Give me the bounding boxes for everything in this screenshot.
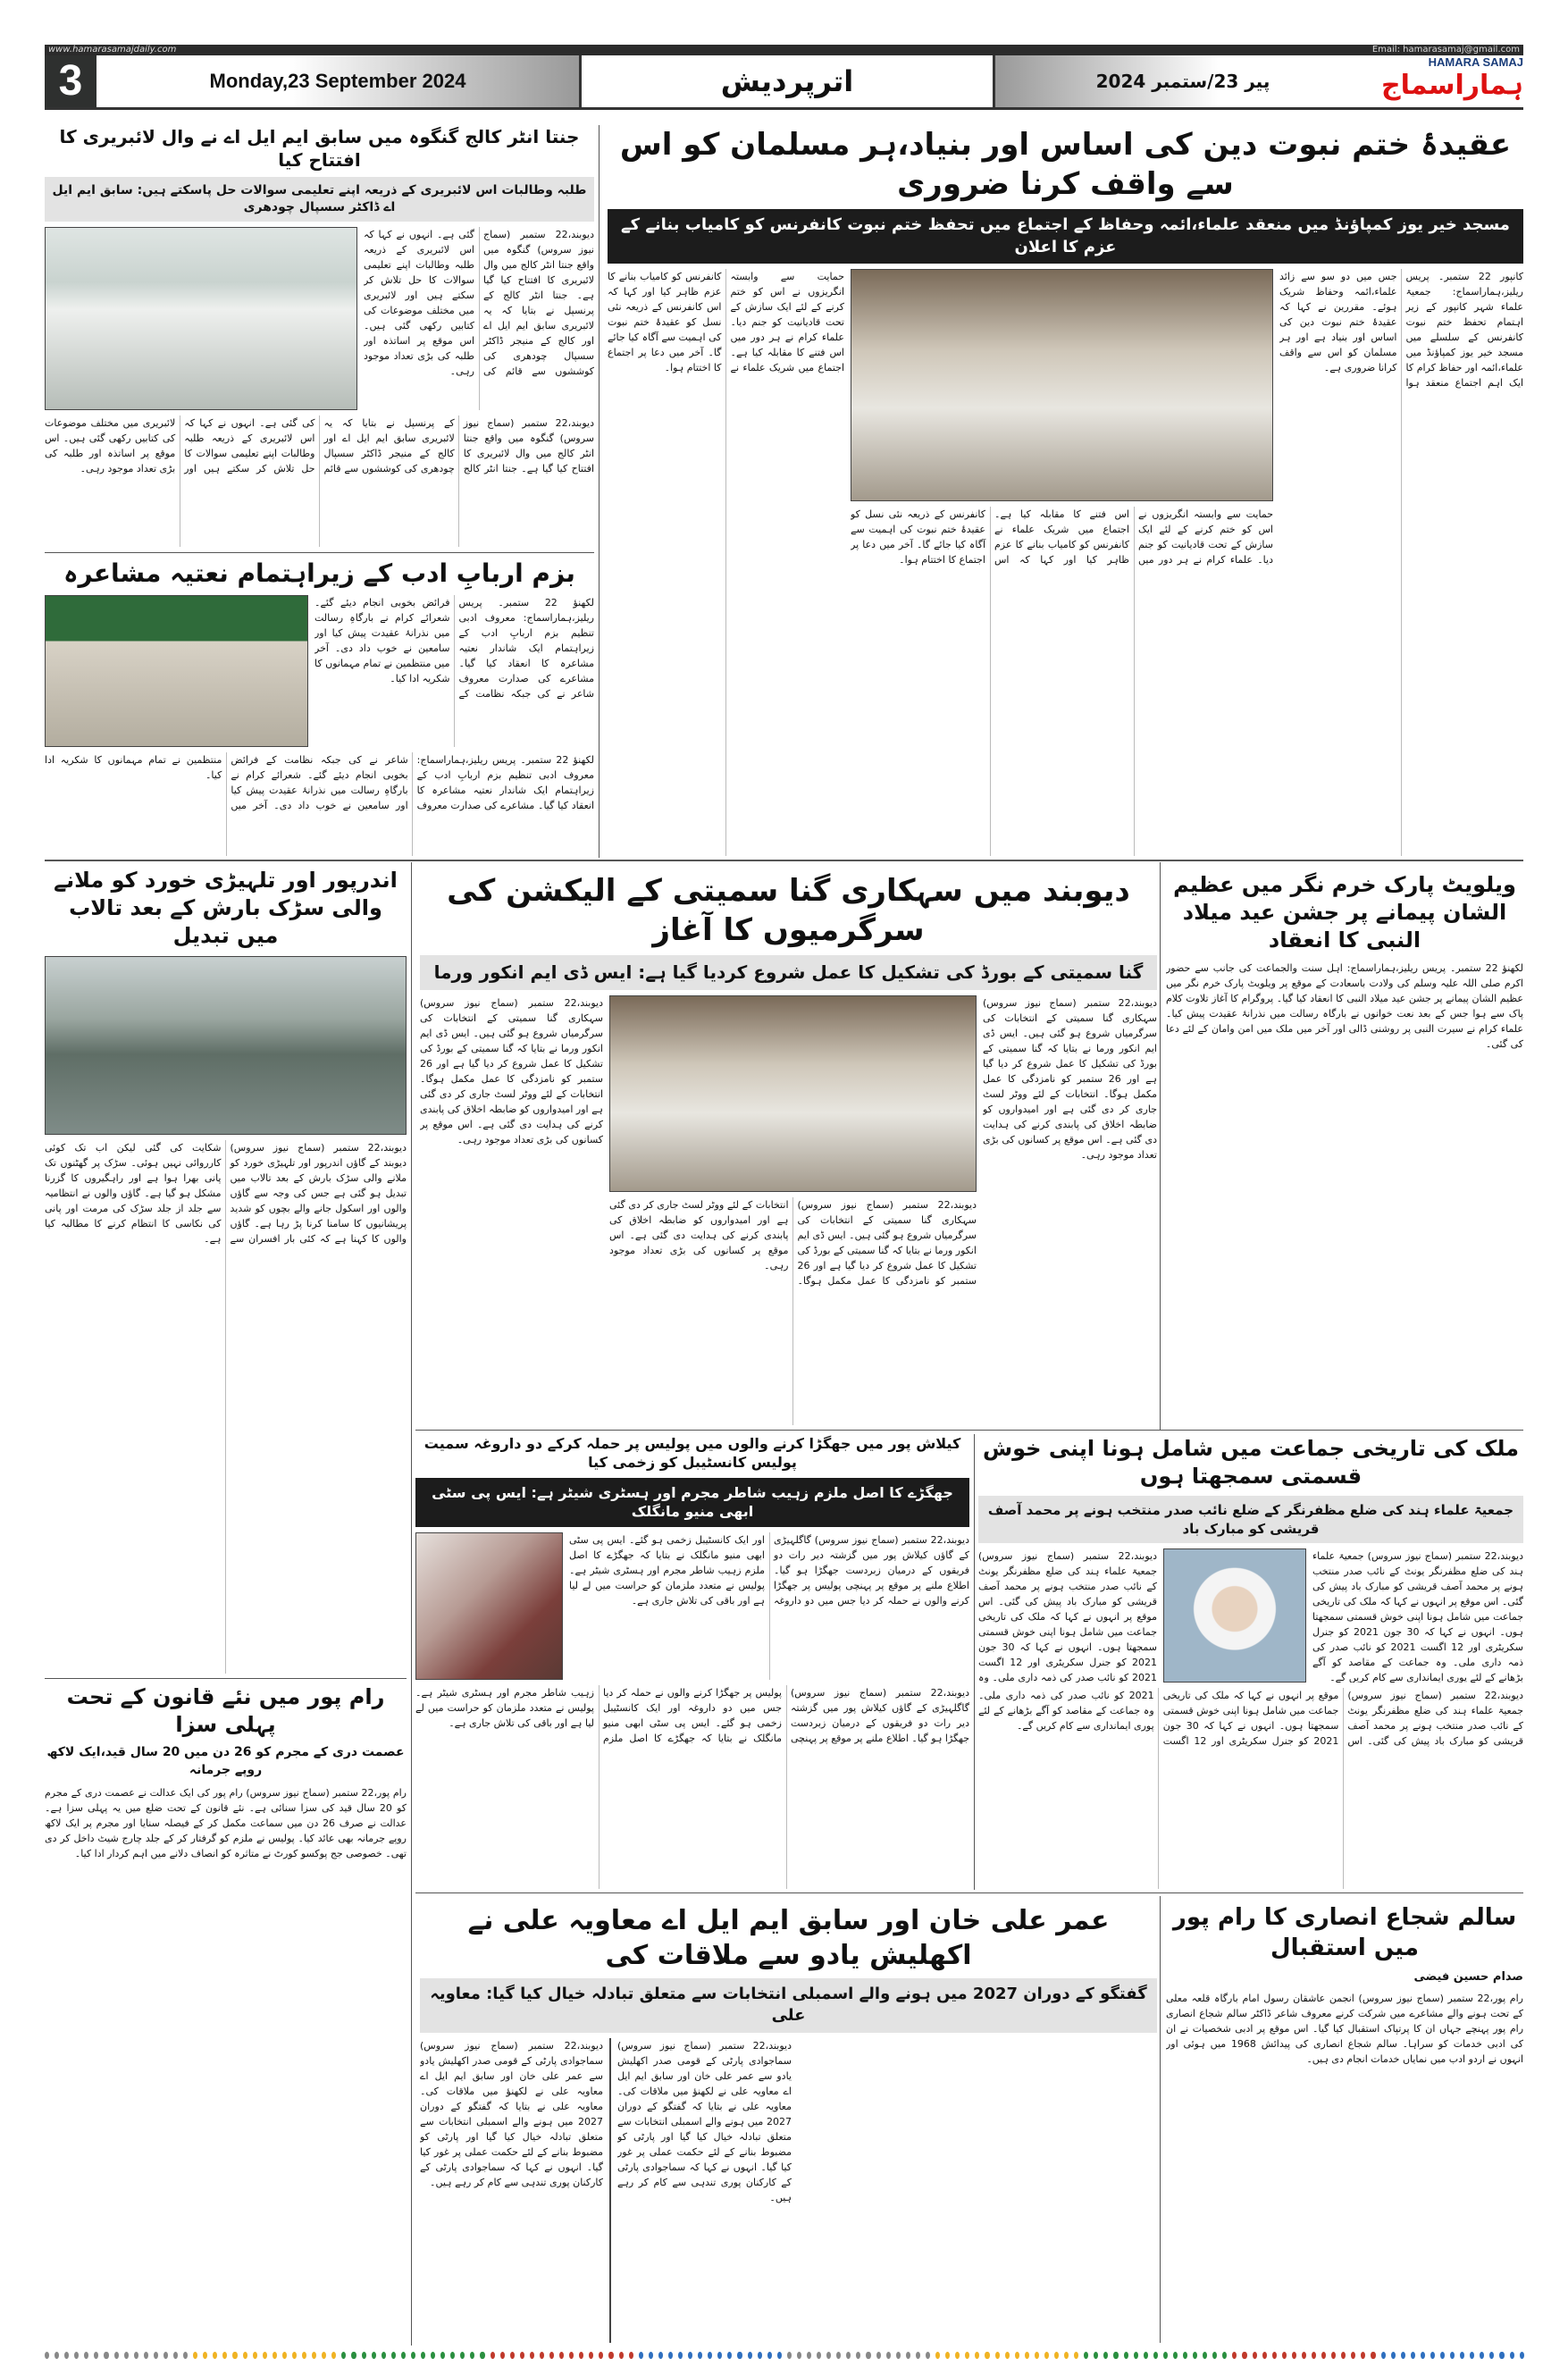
- divider: [45, 552, 594, 553]
- asif-qureshi-photo: [1163, 1548, 1306, 1683]
- footer-dot: [1035, 2352, 1039, 2359]
- footer-dot: [491, 2352, 495, 2359]
- footer-dot: [1212, 2352, 1217, 2359]
- jamiat-subheadline: جمعیۃ علماء ہند کی ضلع مظفرنگر کے ضلع نائب صدر منتخب ہونے پر محمد آصف قریشی کو مبارک باد: [978, 1496, 1523, 1543]
- footer-dot: [748, 2352, 752, 2359]
- andarpur-article: [45, 867, 407, 1674]
- footer-dot: [965, 2352, 969, 2359]
- andarpur-headline: اندرپور اور تلہیڑی خورد کو ملانے والی سڑک بارش کے بعد تالاب میں تبدیل: [54, 868, 398, 949]
- footer-dot: [1124, 2352, 1128, 2359]
- footer-dot: [312, 2352, 316, 2359]
- footer-dot: [263, 2352, 267, 2359]
- footer-dot: [351, 2352, 356, 2359]
- footer-dot: [1450, 2352, 1455, 2359]
- mushaira-photo: [45, 595, 308, 747]
- footer-dot: [629, 2352, 633, 2359]
- jamiat-body-right: دیوبند،22 ستمبر (سماج نیوز سروس) جمعیۃ علماء ہند کی ضلع مظفرنگر یونٹ کے نائب صدر منتخب ہونے پر محمد آصف قریشی کو مبارک باد پیش کی گئی۔ اس موقع پر انہوں نے کہا کہ ملک کی تاریخی جماعت میں شامل ہونا اپنی خوش قسمتی سمجھتا ہوں۔ انہوں نے کہا کہ 30 جون 2021 کو جنرل سکریٹری اور 12 اگست 2021 کو نائب صدر کی ذمہ داری ملی۔ وہ جماعت کے مقاصد کو آگے بڑھانے کے لئے پوری ایمانداری سے کام کریں گے۔: [1312, 1549, 1523, 1683]
- footer-dot: [579, 2352, 583, 2359]
- column-divider: [1160, 1896, 1161, 2343]
- velvet-park-headline: ویلویٹ پارک خرم نگر میں عظیم الشان پیمانے پر جشن عید میلاد النبی کا انعقاد: [1173, 872, 1516, 953]
- main-subheadline: مسجد خیر یوز کمپاؤنڈ میں منعقد علماء،ائمہ وحفاظ کے اجتماع میں تحفظ ختم نبوت کانفرنس کو کامیاب بنانے کے عزم کا اعلان: [608, 209, 1523, 264]
- divider: [415, 1892, 1523, 1893]
- footer-dot: [302, 2352, 306, 2359]
- velvet-park-article: [1166, 871, 1523, 1425]
- footer-dot: [253, 2352, 257, 2359]
- footer-dot-strip: [45, 2350, 1523, 2361]
- footer-dot: [173, 2352, 178, 2359]
- footer-dot: [84, 2352, 88, 2359]
- deoband-election-body-right: دیوبند،22 ستمبر (سماج نیوز سروس) سہکاری گنا سمیتی کے انتخابات کی سرگرمیاں شروع ہو گئی ہیں۔ ایس ڈی ایم انکور ورما نے بتایا کہ گنا سمیتی کے بورڈ کی تشکیل کا عمل شروع کر دیا گیا ہے اور 26 ستمبر کو نامزدگی کا عمل مکمل ہوگا۔ انتخابات کے لئے ووٹر لسٹ جاری کر دی گئی ہے اور امیدواروں کو ضابطہ اخلاق کی پابندی کرنے کی ہدایت دی گئی ہے۔ اس موقع پر کسانوں کی بڑی تعداد موجود رہی۔: [983, 997, 1157, 1162]
- footer-dot: [1381, 2352, 1386, 2359]
- footer-dot: [164, 2352, 168, 2359]
- salim-shuja-headline: سالم شجاع انصاری کا رام پور میں استقبال: [1172, 1904, 1517, 1961]
- footer-dot: [896, 2352, 901, 2359]
- main-body-center: حمایت سے وابستہ انگریزوں نے اس کو ختم کرنے کے لئے ایک سازش کے تحت قادیانیت کو جنم دیا۔ علماء کرام نے ہر دور میں اس فتنے کا مقابلہ کیا ہے۔ اجتماع میں شریک علماء نے کانفرنس کو کامیاب بنانے کا عزم ظاہر کیا اور کہا کہ اس کانفرنس کے ذریعہ نئی نسل کو عقیدۂ ختم نبوت کی اہمیت سے آگاہ کیا جائے گا۔ آخر میں دعا پر اجتماع کا اختتام ہوا۔: [851, 508, 1273, 566]
- footer-dot: [1460, 2352, 1464, 2359]
- main-article: [608, 125, 1523, 856]
- main-body-left: حمایت سے وابستہ انگریزوں نے اس کو ختم کرنے کے لئے ایک سازش کے تحت قادیانیت کو جنم دیا۔ علماء کرام نے ہر دور میں اس فتنے کا مقابلہ کیا ہے۔ اجتماع میں شریک علماء نے کانفرنس کو کامیاب بنانے کا عزم ظاہر کیا اور کہا کہ اس کانفرنس کے ذریعہ نئی نسل کو عقیدۂ ختم نبوت کی اہمیت سے آگاہ کیا جائے گا۔ آخر میں دعا پر اجتماع کا اختتام ہوا۔: [608, 270, 844, 373]
- jamiat-body: دیوبند،22 ستمبر (سماج نیوز سروس) جمعیۃ علماء ہند کی ضلع مظفرنگر یونٹ کے نائب صدر منتخب ہونے پر محمد آصف قریشی کو مبارک باد پیش کی گئی۔ اس موقع پر انہوں نے کہا کہ ملک کی تاریخی جماعت میں شامل ہونا اپنی خوش قسمتی سمجھتا ہوں۔ انہوں نے کہا کہ 30 جون 2021 کو جنرل سکریٹری اور 12 اگست 2021 کو نائب صدر کی ذمہ داری ملی۔ وہ جماعت کے مقاصد کو آگے بڑھانے کے لئے پوری ایمانداری سے کام کریں گے۔: [978, 1689, 1523, 1747]
- kailashpur-body: دیوبند،22 ستمبر (سماج نیوز سروس) گاگلہیڑی کے گاؤں کیلاش پور میں گزشتہ دیر رات دو فریقوں کے درمیان زبردست جھگڑا ہو گیا۔ اطلاع ملنے پر موقع پر پہنچی پولیس پر جھگڑا کرنے والوں نے حملہ کر دیا جس میں دو داروغہ اور ایک کانسٹیبل زخمی ہو گئے۔ ایس پی سٹی ابھی منیو مانگلک نے بتایا کہ جھگڑے کا اصل ملزم زہیب شاطر مجرم اور ہسٹری شیٹر ہے۔ پولیس نے متعدد ملزمان کو حراست میں لے لیا ہے اور باقی کی تلاش جاری ہے۔: [415, 1686, 969, 1744]
- footer-dot: [608, 2352, 613, 2359]
- umar-ali-body-right: دیوبند،22 ستمبر (سماج نیوز سروس) سماجوادی پارٹی کے قومی صدر اکھلیش یادو سے عمر علی خان اور سابق ایم ایل اے معاویہ علی نے لکھنؤ میں ملاقات کی۔ معاویہ علی نے بتایا کہ گفتگو کے دوران 2027 میں ہونے والے اسمبلی انتخابات سے متعلق تبادلہ خیال کیا گیا اور پارٹی کو مضبوط بنانے کے لئے حکمت عملی پر غور کیا گیا۔ انہوں نے کہا کہ سماجوادی پارٹی کے کارکنان پوری تندہی سے کام کر رہے ہیں۔: [617, 2039, 792, 2203]
- footer-dot: [916, 2352, 920, 2359]
- footer-dot: [668, 2352, 673, 2359]
- footer-dot: [1094, 2352, 1098, 2359]
- mushaira-headline: بزم اربابِ ادب کے زیراہتمام نعتیہ مشاعرہ: [63, 558, 575, 588]
- footer-dot: [1064, 2352, 1069, 2359]
- footer-dot: [797, 2352, 801, 2359]
- election-officials-photo: [609, 995, 977, 1192]
- footer-dot: [985, 2352, 989, 2359]
- email-address[interactable]: Email: hamarasamaj@gmail.com: [1371, 45, 1520, 55]
- date-english: Monday,23 September 2024: [96, 55, 579, 107]
- footer-dot: [1331, 2352, 1336, 2359]
- footer-dot: [866, 2352, 870, 2359]
- andarpur-body: دیوبند،22 ستمبر (سماج نیوز سروس) دیوبند کے گاؤں اندرپور اور تلہیڑی خورد کو ملانے والی سڑک بارش کے بعد تالاب میں تبدیل ہو گئی ہے جس کی وجہ سے گاؤں والوں اور اسکول جانے والے بچوں کو شدید پریشانیوں کا سامنا کرنا پڑ رہا ہے۔ گاؤں والوں کا کہنا ہے کہ کئی بار افسران سے شکایت کی گئی لیکن اب تک کوئی کارروائی نہیں ہوئی۔ سڑک پر گھٹنوں تک پانی بھرا ہوا ہے اور راہگیروں کا گزرنا مشکل ہو گیا ہے۔ گاؤں والوں نے انتظامیہ سے جلد از جلد سڑک کی مرمت اور پانی کی نکاسی کا انتظام کرنے کا مطالبہ کیا ہے۔: [45, 1141, 407, 1245]
- footer-dot: [1421, 2352, 1425, 2359]
- footer-dot: [1242, 2352, 1246, 2359]
- footer-dot: [74, 2352, 79, 2359]
- footer-dot: [1520, 2352, 1524, 2359]
- footer-dot: [232, 2352, 237, 2359]
- footer-dot: [1193, 2352, 1197, 2359]
- umar-ali-article: [420, 1903, 1157, 2343]
- footer-dot: [856, 2352, 860, 2359]
- footer-dot: [540, 2352, 544, 2359]
- divider: [45, 1678, 407, 1679]
- section-title: اترپردیش: [579, 55, 995, 107]
- footer-dot: [292, 2352, 297, 2359]
- footer-dot: [222, 2352, 227, 2359]
- footer-dot: [480, 2352, 484, 2359]
- footer-dot: [154, 2352, 158, 2359]
- umar-ali-subheadline: گفتگو کے دوران 2027 میں ہونے والے اسمبلی انتخابات سے متعلق تبادلہ خیال کیا گیا: معاویہ علی: [420, 1978, 1157, 2033]
- website-url[interactable]: www.hamarasamajdaily.com: [48, 45, 177, 55]
- footer-dot: [104, 2352, 108, 2359]
- footer-dot: [777, 2352, 782, 2359]
- footer-dot: [1183, 2352, 1187, 2359]
- footer-dot: [945, 2352, 950, 2359]
- page-number: 3: [45, 55, 96, 107]
- footer-dot: [372, 2352, 376, 2359]
- footer-dot: [124, 2352, 129, 2359]
- footer-dot: [836, 2352, 841, 2359]
- logo-english: HAMARA SAMAJ: [1428, 55, 1523, 69]
- footer-dot: [737, 2352, 742, 2359]
- section-divider: [45, 860, 1523, 861]
- footer-dot: [440, 2352, 445, 2359]
- footer-dot: [708, 2352, 712, 2359]
- footer-dot: [1084, 2352, 1088, 2359]
- footer-dot: [193, 2352, 197, 2359]
- footer-dot: [1499, 2352, 1504, 2359]
- footer-dot: [1173, 2352, 1178, 2359]
- footer-dot: [787, 2352, 792, 2359]
- deoband-election-article: [420, 871, 1157, 1425]
- footer-dot: [1321, 2352, 1326, 2359]
- footer-dot: [1401, 2352, 1405, 2359]
- footer-dot: [530, 2352, 534, 2359]
- footer-dot: [213, 2352, 217, 2359]
- footer-dot: [649, 2352, 653, 2359]
- footer-dot: [1312, 2352, 1316, 2359]
- footer-dot: [382, 2352, 386, 2359]
- library-headline: جنتا انٹر کالج گنگوہ میں سابق ایم ایل اے نے وال لائبریری کا افتتاح کیا: [59, 126, 580, 171]
- footer-dot: [846, 2352, 851, 2359]
- footer-dot: [599, 2352, 603, 2359]
- footer-dot: [1510, 2352, 1514, 2359]
- column-divider: [1160, 862, 1161, 1430]
- injured-constable-photo: [415, 1532, 563, 1680]
- footer-dot: [549, 2352, 554, 2359]
- library-body-top: دیوبند،22 ستمبر (سماج نیوز سروس) گنگوہ میں واقع جنتا انٹر کالج میں وال لائبریری کا افتتاح کیا گیا ہے۔ جنتا انٹر کالج کے پرنسپل نے بتایا کہ یہ لائبریری سابق ایم ایل اے اور کالج کے منیجر ڈاکٹر سسپال چودھری کی کوششوں سے قائم کی گئی ہے۔ انہوں نے کہا کہ اس لائبریری کے ذریعہ طلبہ وطالبات اپنے تعلیمی سوالات کا حل تلاش کر سکتے ہیں اور لائبریری میں مختلف موضوعات کی کتابیں رکھی گئی ہیں۔ اس موقع پر اساتذہ اور طلبہ کی بڑی تعداد موجود رہی۔: [364, 228, 594, 377]
- footer-dot: [886, 2352, 891, 2359]
- footer-dot: [758, 2352, 762, 2359]
- mushaira-article: [45, 558, 594, 856]
- deoband-election-body-center: دیوبند،22 ستمبر (سماج نیوز سروس) سہکاری گنا سمیتی کے انتخابات کی سرگرمیاں شروع ہو گئی ہیں۔ ایس ڈی ایم انکور ورما نے بتایا کہ گنا سمیتی کے بورڈ کی تشکیل کا عمل شروع کر دیا گیا ہے اور 26 ستمبر کو نامزدگی کا عمل مکمل ہوگا۔ انتخابات کے لئے ووٹر لسٹ جاری کر دی گئی ہے اور امیدواروں کو ضابطہ اخلاق کی پابندی کرنے کی ہدایت دی گئی ہے۔ اس موقع پر کسانوں کی بڑی تعداد موجود رہی۔: [609, 1199, 977, 1288]
- footer-dot: [273, 2352, 277, 2359]
- footer-dot: [1351, 2352, 1355, 2359]
- footer-dot: [1470, 2352, 1474, 2359]
- footer-dot: [658, 2352, 663, 2359]
- mushaira-body: لکھنؤ 22 ستمبر۔ پریس ریلیز،ہماراسماج: معروف ادبی تنظیم بزم اربابِ ادب کے زیراہتمام ایک شاندار نعتیہ مشاعرہ کا انعقاد کیا گیا۔ مشاعرے کی صدارت معروف شاعر نے کی جبکہ نظامت کے فرائض بخوبی انجام دیئے گئے۔ شعرائے کرام نے بارگاہِ رسالت میں نذرانۂ عقیدت پیش کیا اور سامعین نے خوب داد دی۔ آخر میں منتظمین نے تمام مہمانوں کا شکریہ ادا کیا۔: [45, 754, 594, 812]
- footer-dot: [1391, 2352, 1396, 2359]
- salim-shuja-body: رام پور،22 ستمبر (سماج نیوز سروس) انجمن عاشقان رسول امام بارگاہ قلعہ معلی کے تحت ہونے والے مشاعرے میں شرکت کرنے معروف شاعر ڈاکٹر سالم شجاع انصاری رام پور پہنچے جہاں ان کا پرتپاک استقبال کیا گیا۔ اس موقع پر ادبی شخصیات نے ان کی ادبی خدمات کو سراہا۔ سالم شجاع انصاری کی پیدائش 1968 میں ہوئی اور انہوں نے اردو ادب میں نمایاں خدمات انجام دی ہیں۔: [1166, 1992, 1523, 2065]
- footer-dot: [1489, 2352, 1494, 2359]
- rampur-law-body: رام پور،22 ستمبر (سماج نیوز سروس) رام پور کی ایک عدالت نے عصمت دری کے مجرم کو 20 سال قید کی سزا سنائی ہے۔ نئے قانون کے تحت ضلع میں یہ پہلی سزا ہے۔ عدالت نے صرف 26 دن میں سماعت مکمل کر کے فیصلہ سنایا اور مجرم پر ایک لاکھ روپے جرمانہ بھی عائد کیا۔ پولیس نے ملزم کو گرفتار کر کے جلد چارج شیٹ داخل کر دی تھی۔ خصوصی جج پوکسو کورٹ نے متاثرہ کو انصاف دلانے میں اہم کردار ادا کیا۔: [45, 1786, 407, 1859]
- jamiat-article: [978, 1435, 1523, 1889]
- deoband-election-body-left: دیوبند،22 ستمبر (سماج نیوز سروس) سہکاری گنا سمیتی کے انتخابات کی سرگرمیاں شروع ہو گئی ہیں۔ ایس ڈی ایم انکور ورما نے بتایا کہ گنا سمیتی کے بورڈ کی تشکیل کا عمل شروع کر دیا گیا ہے اور 26 ستمبر کو نامزدگی کا عمل مکمل ہوگا۔ انتخابات کے لئے ووٹر لسٹ جاری کر دی گئی ہے اور امیدواروں کو ضابطہ اخلاق کی پابندی کرنے کی ہدایت دی گئی ہے۔ اس موقع پر کسانوں کی بڑی تعداد موجود رہی۔: [420, 997, 603, 1146]
- footer-dot: [727, 2352, 732, 2359]
- masthead-topbar: [45, 45, 1523, 55]
- footer-dot: [639, 2352, 643, 2359]
- deoband-election-subheadline: گنا سمیتی کے بورڈ کی تشکیل کا عمل شروع کردیا گیا ہے: ایس ڈی ایم انکور ورما: [420, 955, 1157, 990]
- footer-dot: [55, 2352, 59, 2359]
- masthead: [45, 55, 1523, 110]
- velvet-park-body: لکھنؤ 22 ستمبر۔ پریس ریلیز،ہماراسماج: اہل سنت والجماعت کی جانب سے حضور اکرم صلی اللہ علیہ وسلم کی ولادت باسعادت کے موقع پر ویلویٹ پارک خرم نگر میں عظیم الشان پیمانے پر جشن عید میلاد النبی کا انعقاد کیا گیا۔ پروگرام کا آغاز تلاوت کلام پاک سے ہوا جس کے بعد نعت خوانوں نے بارگاہ رسالت میں نذرانۂ عقیدت پیش کیا۔ علماء کرام نے سیرت النبی پر روشنی ڈالی اور آخر میں ملک میں امن وامان کے لئے دعا کی گئی۔: [1166, 961, 1523, 1050]
- footer-dot: [1025, 2352, 1029, 2359]
- footer-dot: [510, 2352, 515, 2359]
- footer-dot: [1153, 2352, 1158, 2359]
- footer-dot: [1134, 2352, 1138, 2359]
- footer-dot: [331, 2352, 336, 2359]
- footer-dot: [431, 2352, 435, 2359]
- footer-dot: [1113, 2352, 1118, 2359]
- footer-dot: [826, 2352, 831, 2359]
- footer-dot: [817, 2352, 821, 2359]
- footer-dot: [1163, 2352, 1168, 2359]
- newspaper-logo: [1380, 55, 1523, 107]
- footer-dot: [470, 2352, 474, 2359]
- library-inauguration-photo: [45, 227, 357, 410]
- footer-dot: [203, 2352, 207, 2359]
- footer-dot: [767, 2352, 772, 2359]
- main-headline: عقیدۂ ختم نبوت دین کی اساس اور بنیاد،ہر مسلمان کو اس سے واقف کرنا ضروری: [619, 127, 1512, 203]
- footer-dot: [569, 2352, 574, 2359]
- footer-dot: [1144, 2352, 1148, 2359]
- rampur-law-subheadline: عصمت دری کے مجرم کو 26 دن میں 20 سال قید،ایک لاکھ روپے جرمانہ: [46, 1745, 405, 1777]
- main-body-right: کانپور 22 ستمبر۔ پریس ریلیز،ہماراسماج: جمعیۃ علماء شہر کانپور کے زیر اہتمام تحفظ ختم نبوت کانفرنس کے سلسلے میں مسجد خیر یوز کمپاؤنڈ میں علماء،ائمہ اور حفاظ کرام کا ایک اہم اجتماع منعقد ہوا جس میں دو سو سے زائد علماء،ائمہ وحفاظ شریک ہوئے۔ مقررین نے کہا کہ عقیدۂ ختم نبوت دین کی اساس اور بنیاد ہے اور ہر مسلمان کو اس سے واقف کرانا ضروری ہے۔: [1279, 270, 1523, 389]
- rampur-law-headline: رام پور میں نئے قانون کے تحت پہلی سزا: [66, 1684, 385, 1738]
- footer-dot: [619, 2352, 624, 2359]
- logo-urdu: ہماراسماج: [1380, 70, 1523, 101]
- divider: [415, 1430, 1523, 1431]
- column-divider: [974, 1434, 975, 1890]
- footer-dot: [1361, 2352, 1365, 2359]
- mushaira-body-side: لکھنؤ 22 ستمبر۔ پریس ریلیز،ہماراسماج: معروف ادبی تنظیم بزم اربابِ ادب کے زیراہتمام ایک شاندار نعتیہ مشاعرہ کا انعقاد کیا گیا۔ مشاعرے کی صدارت معروف شاعر نے کی جبکہ نظامت کے فرائض بخوبی انجام دیئے گئے۔ شعرائے کرام نے بارگاہِ رسالت میں نذرانۂ عقیدت پیش کیا اور سامعین نے خوب داد دی۔ آخر میں منتظمین نے تمام مہمانوں کا شکریہ ادا کیا۔: [314, 597, 594, 701]
- footer-dot: [362, 2352, 366, 2359]
- footer-dot: [975, 2352, 979, 2359]
- footer-dot: [1411, 2352, 1415, 2359]
- jamiat-body-left: دیوبند،22 ستمبر (سماج نیوز سروس) جمعیۃ علماء ہند کی ضلع مظفرنگر یونٹ کے نائب صدر منتخب ہونے پر محمد آصف قریشی کو مبارک باد پیش کی گئی۔ اس موقع پر انہوں نے کہا کہ ملک کی تاریخی جماعت میں شامل ہونا اپنی خوش قسمتی سمجھتا ہوں۔ انہوں نے کہا کہ 30 جون 2021 کو جنرل سکریٹری اور 12 اگست 2021 کو نائب صدر کی ذمہ داری ملی۔ وہ: [978, 1549, 1157, 1683]
- footer-dot: [341, 2352, 346, 2359]
- footer-dot: [1015, 2352, 1019, 2359]
- footer-dot: [460, 2352, 465, 2359]
- salim-shuja-byline: صدام حسین فیضی: [1413, 1969, 1523, 1984]
- footer-dot: [876, 2352, 881, 2359]
- footer-dot: [183, 2352, 188, 2359]
- footer-dot: [1440, 2352, 1445, 2359]
- footer-dot: [807, 2352, 811, 2359]
- footer-dot: [1253, 2352, 1257, 2359]
- footer-dot: [391, 2352, 396, 2359]
- footer-dot: [995, 2352, 1000, 2359]
- footer-dot: [45, 2352, 49, 2359]
- footer-dot: [1054, 2352, 1059, 2359]
- footer-dot: [717, 2352, 722, 2359]
- footer-dot: [500, 2352, 505, 2359]
- kailashpur-body-top: دیوبند،22 ستمبر (سماج نیوز سروس) گاگلہیڑی کے گاؤں کیلاش پور میں گزشتہ دیر رات دو فریقوں کے درمیان زبردست جھگڑا ہو گیا۔ اطلاع ملنے پر موقع پر پہنچی پولیس پر جھگڑا کرنے والوں نے حملہ کر دیا جس میں دو داروغہ اور ایک کانسٹیبل زخمی ہو گئے۔ ایس پی سٹی ابھی منیو مانگلک نے بتایا کہ جھگڑے کا اصل ملزم زہیب شاطر مجرم اور ہسٹری شیٹر ہے۔ پولیس نے متعدد ملزمان کو حراست میں لے لیا ہے اور باقی کی تلاش جاری ہے۔: [569, 1533, 969, 1607]
- footer-dot: [906, 2352, 910, 2359]
- footer-dot: [1341, 2352, 1346, 2359]
- flooded-road-photo: [45, 956, 407, 1135]
- footer-dot: [688, 2352, 692, 2359]
- footer-dot: [955, 2352, 960, 2359]
- footer-dot: [1302, 2352, 1306, 2359]
- footer-dot: [559, 2352, 564, 2359]
- library-article: [45, 125, 594, 547]
- footer-dot: [1262, 2352, 1267, 2359]
- kailashpur-subheadline: جھگڑے کا اصل ملزم زہیب شاطر مجرم اور ہسٹری شیٹر ہے: ایس پی سٹی ابھی منیو مانگلک: [415, 1478, 969, 1527]
- footer-dot: [1282, 2352, 1287, 2359]
- footer-dot: [1044, 2352, 1049, 2359]
- footer-dot: [678, 2352, 683, 2359]
- footer-dot: [1203, 2352, 1207, 2359]
- footer-dot: [698, 2352, 702, 2359]
- kailashpur-article: [415, 1435, 969, 1889]
- footer-dot: [1272, 2352, 1277, 2359]
- footer-dot: [1292, 2352, 1296, 2359]
- footer-dot: [1232, 2352, 1237, 2359]
- footer-dot: [926, 2352, 930, 2359]
- footer-dot: [94, 2352, 98, 2359]
- date-urdu: پیر 23/ستمبر 2024: [995, 55, 1371, 107]
- footer-dot: [935, 2352, 940, 2359]
- footer-dot: [450, 2352, 455, 2359]
- footer-dot: [144, 2352, 148, 2359]
- rampur-law-article: [45, 1683, 407, 2343]
- footer-dot: [1480, 2352, 1484, 2359]
- footer-dot: [282, 2352, 287, 2359]
- footer-dot: [411, 2352, 415, 2359]
- footer-dot: [243, 2352, 247, 2359]
- footer-dot: [589, 2352, 593, 2359]
- footer-dot: [322, 2352, 326, 2359]
- library-body: دیوبند،22 ستمبر (سماج نیوز سروس) گنگوہ میں واقع جنتا انٹر کالج میں وال لائبریری کا افتتاح کیا گیا ہے۔ جنتا انٹر کالج کے پرنسپل نے بتایا کہ یہ لائبریری سابق ایم ایل اے اور کالج کے منیجر ڈاکٹر سسپال چودھری کی کوششوں سے قائم کی گئی ہے۔ انہوں نے کہا کہ اس لائبریری کے ذریعہ طلبہ وطالبات اپنے تعلیمی سوالات کا حل تلاش کر سکتے ہیں اور لائبریری میں مختلف موضوعات کی کتابیں رکھی گئی ہیں۔ اس موقع پر اساتذہ اور طلبہ کی بڑی تعداد موجود رہی۔: [45, 416, 594, 474]
- column-divider: [411, 862, 412, 2346]
- footer-dot: [114, 2352, 119, 2359]
- deoband-election-headline: دیوبند میں سہکاری گنا سمیتی کے الیکشن کی سرگرمیوں کا آغاز: [447, 873, 1130, 949]
- footer-dot: [1430, 2352, 1435, 2359]
- salim-shuja-article: [1166, 1903, 1523, 2343]
- column-divider: [599, 125, 600, 858]
- footer-dot: [421, 2352, 425, 2359]
- umar-ali-body-left: دیوبند،22 ستمبر (سماج نیوز سروس) سماجوادی پارٹی کے قومی صدر اکھلیش یادو سے عمر علی خان اور سابق ایم ایل اے معاویہ علی نے لکھنؤ میں ملاقات کی۔ معاویہ علی نے بتایا کہ گفتگو کے دوران 2027 میں ہونے والے اسمبلی انتخابات سے متعلق تبادلہ خیال کیا گیا اور پارٹی کو مضبوط بنانے کے لئے حکمت عملی پر غور کیا گیا۔ انہوں نے کہا کہ سماجوادی پارٹی کے کارکنان پوری تندہی سے کام کر رہے ہیں۔: [420, 2039, 603, 2188]
- jamiat-headline: ملک کی تاریخی جماعت میں شامل ہونا اپنی خوش قسمتی سمجھتا ہوں: [983, 1436, 1519, 1490]
- akhilesh-meeting-photo: [609, 2038, 611, 2343]
- footer-dot: [1103, 2352, 1108, 2359]
- gathering-photo: [851, 269, 1273, 501]
- footer-dot: [1371, 2352, 1375, 2359]
- footer-dot: [64, 2352, 69, 2359]
- kailashpur-headline: کیلاش پور میں جھگڑا کرنے والوں میں پولیس پر حملہ کرکے دو داروغہ سمیت پولیس کانسٹیبل کو زخمی کیا: [423, 1435, 961, 1471]
- library-subheadline: طلبہ وطالبات اس لائبریری کے ذریعہ اپنے تعلیمی سوالات حل پاسکتے ہیں: سابق ایم ایل اے ڈاکٹر سسپال چودھری: [45, 177, 594, 222]
- footer-dot: [1074, 2352, 1078, 2359]
- footer-dot: [1005, 2352, 1010, 2359]
- footer-dot: [1222, 2352, 1227, 2359]
- footer-dot: [134, 2352, 138, 2359]
- umar-ali-headline: عمر علی خان اور سابق ایم ایل اے معاویہ علی نے اکھلیش یادو سے ملاقات کی: [467, 1905, 1110, 1971]
- footer-dot: [401, 2352, 406, 2359]
- footer-dot: [520, 2352, 524, 2359]
